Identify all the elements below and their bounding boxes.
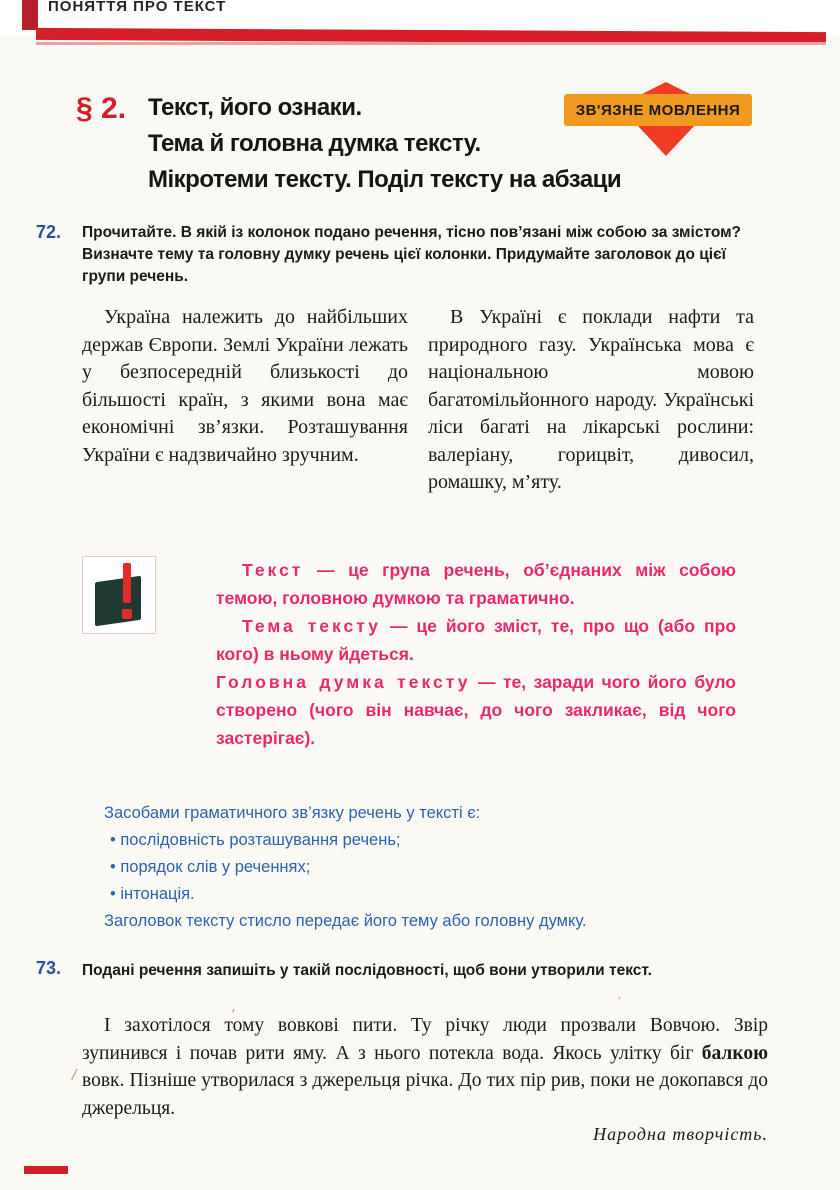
header-thin-rule [36,42,826,45]
attention-book-icon [82,556,156,634]
grammar-item-3: • інтонація. [104,881,764,908]
grammar-item-2: • порядок слів у реченнях; [104,854,764,881]
section-badge [560,80,760,162]
exercise-73-text [82,1012,768,1122]
exercise-72-task: Прочитайте. В якій із колонок подано речення, тісно пов’язані між собою за змістом? Визначте тему та головну думку речень цієї колонки. Придумайте заголовок до цієї групи речень. [82,224,742,285]
grammar-item-1: • послідовність розташування речень; [104,827,764,854]
term-text: Текст [242,560,304,580]
right-column-text: В Україні є поклади нафти та природного газу. Українська мова є національною мовою багатомільйонного народу. Українські ліси багаті на лікарські рослини: валеріану, горицвіт, дивосил, ромашку, м’яту. [428,306,754,493]
title-line-3: Мікротеми тексту. Поділ тексту на абзаци [148,166,622,193]
badge-arrow-down-icon [638,126,694,156]
pencil-mark-icon: / [72,1068,77,1083]
exercise-73-number: 73. [36,958,62,978]
story-paragraph: І захотілося тому вовкові пити. Ту річку люди прозвали Вовчою. Звір зупинився і почав рити яму. А з нього потекла вода. Якось улітку біг балкою вовк. Пізніше утворилася з джерельця річка. До тих пір рив, поки не докопався до джерельця. [82,1015,769,1119]
definition-main-idea: Головна думка тексту — те, заради чого його було створено (чого він навчає, до чого закликає, від чого застерігає). [216,672,736,748]
exercise-73-task: Подані речення запишіть у такій послідовності, щоб вони утворили текст. [82,962,652,979]
definition-theme: Тема тексту — це його зміст, те, про що (або про кого) в ньому йдеться. [216,616,737,664]
left-column [82,304,408,469]
badge-arrow-up-icon [642,82,690,94]
section-number: § 2. [76,92,127,125]
title-line-1: Текст, його ознаки. [148,94,362,121]
footer-red-mark [24,1166,68,1174]
story-source: Народна творчість. [593,1124,768,1144]
corner-mark [22,0,38,30]
definition-box [216,556,736,752]
term-theme: Тема тексту [242,616,382,636]
running-title: ПОНЯТТЯ ПРО ТЕКСТ [48,0,227,15]
definition-text: Текст — це група речень, об’єднаних між собою темою, головною думкою та граматично. [216,560,736,608]
pencil-mark-icon: , [232,1000,237,1015]
grammar-closing: Заголовок тексту стисло передає його тему або головну думку. [104,912,587,930]
left-column-text: Україна належить до найбільших держав Європи. Землі України лежать у безпосередній близькості до більшості країн, з якими вона має економічні зв’язки. Розташування України є надзвичайно зручним. [82,306,408,466]
grammar-intro: Засобами граматичного зв’язку речень у тексті є: [104,804,481,822]
badge-label: ЗВ'ЯЗНЕ МОВЛЕННЯ [564,94,752,126]
grammar-connection-block [104,800,764,935]
right-column [428,304,754,497]
title-line-2: Тема й головна думка тексту. [148,130,481,157]
exercise-72-number: 72. [36,222,62,242]
bold-word: балкою [701,1042,768,1064]
term-main-idea: Головна думка тексту [216,672,471,692]
pencil-mark-icon: ′ [618,996,621,1011]
